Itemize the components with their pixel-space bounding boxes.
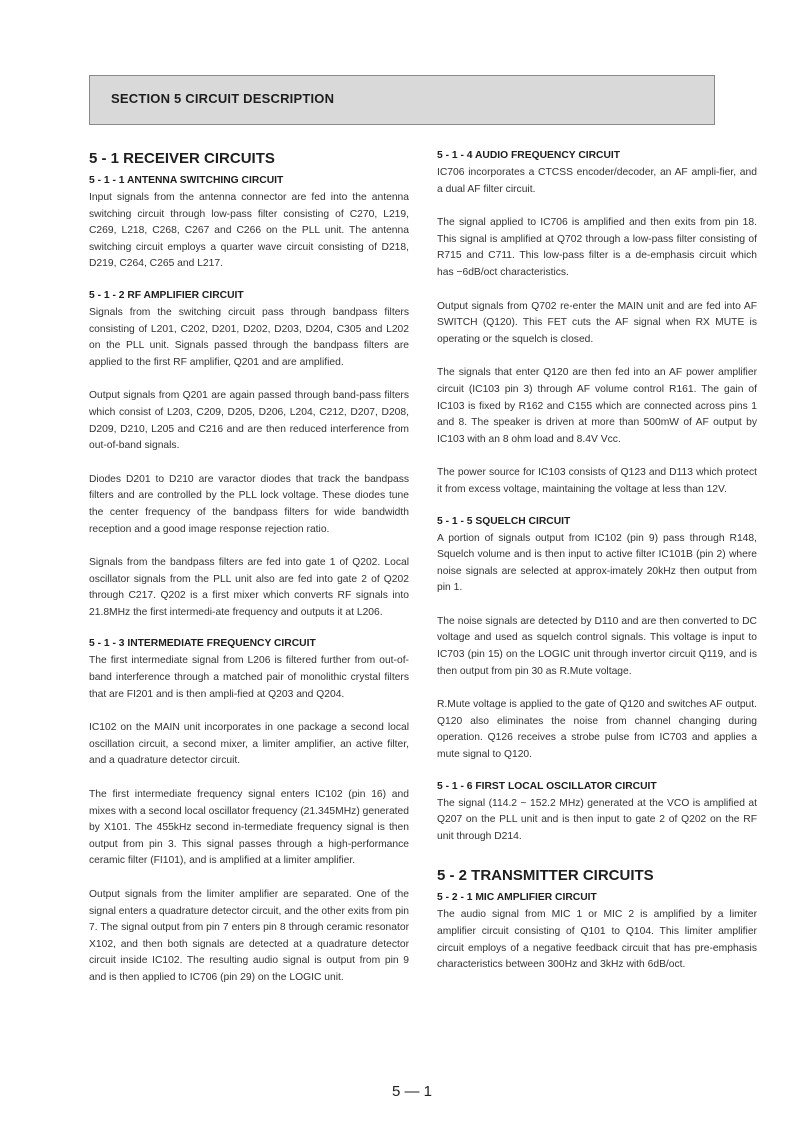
audio-frequency-text-1: IC706 incorporates a CTCSS encoder/decoder, an AF ampli-fier, and a dual AF filter circuit. [437,167,757,195]
audio-frequency-text-4: The signals that enter Q120 are then fed into an AF power amplifier circuit (IC103 pin 3) through AF volume control R161. The gain of IC103 is fixed by R162 and C155 which are connected across pins 1 and 8. The speaker is driven at more than 500mW of AF output by IC103 with an 8 ohm load and 8.4V Vcc. [437,367,757,445]
audio-frequency-text-3: Output signals from Q702 re-enter the MAIN unit and are fed into AF SWITCH (Q120). This FET cuts the AF signal when RX MUTE is operating or the squelch is closed. [437,300,757,345]
right-column [437,150,757,991]
local-oscillator-heading: 5 - 1 - 6 FIRST LOCAL OSCILLATOR CIRCUIT [437,780,657,792]
if-circuit-text-3: The first intermediate frequency signal enters IC102 (pin 16) and mixes with a second local oscillator frequency (21.345MHz) generated by X101. The 455kHz second in-termediate frequency signal is then output from pin 3. This signal passes through a high-performance ceramic filter (FI101), and is amplified at a limiter amplifier. [89,789,409,867]
rf-amplifier-text-3: Diodes D201 to D210 are varactor diodes that track the bandpass filters and are controlled by the PLL lock voltage. These diodes tune the center frequency of the bandpass filters for wide bandwidth reception and a good image response rejection ratio. [89,473,409,535]
rf-amplifier-text-4: Signals from the bandpass filters are fed into gate 1 of Q202. Local oscillator signals from the PLL unit also are fed into gate 2 of Q202 through C217. Q202 is a first mixer which converts RF signals into 21.8MHz the first intermedi-ate frequency and outputs it at L206. [89,557,409,618]
squelch-text-2: The noise signals are detected by D110 and are then converted to DC voltage and used as squelch control signals. This voltage is input to IC703 (pin 15) on the LOGIC unit through invertor circuit Q119, and is then output from pin 30 as R.Mute voltage. [437,615,757,677]
squelch-text-3: R.Mute voltage is applied to the gate of Q120 and switches AF output. Q120 also eliminates the noise from channel changing during operation. Q126 receives a strobe pulse from IC703 and applies a mute signal to Q120. [437,699,757,761]
audio-frequency-text-2: The signal applied to IC706 is amplified and then exits from pin 18. This signal is amplified at Q702 through a low-pass filter consisting of R715 and C711. This low-pass filter is a de-emphasis circuit which has −6dB/oct characteristics. [437,217,757,278]
antenna-switching-text: Input signals from the antenna connector are fed into the antenna switching circuit through low-pass filter consisting of C270, L219, C269, L218, C268, C267 and C266 on the PLL unit. The antenna switching circuit employs a quarter wave circuit consisting of D218, D219, C264, C265 and L217. [89,192,409,270]
if-circuit-text-4: Output signals from the limiter amplifier are separated. One of the signal enters a quadrature detector circuit, and the other exits from pin 7. The signal output from pin 7 enters pin 8 through ceramic resonator X102, and then both signals are detected at a quadrature detector circuit inside IC102. The resulting audio signal is output from pin 9 and is then applied to IC706 (pin 29) on the LOGIC unit. [89,889,409,983]
local-oscillator-text: The signal (114.2 ~ 152.2 MHz) generated at the VCO is amplified at Q207 on the PLL unit and is then input to gate 2 of Q202 on the RF unit through D214. [437,797,757,842]
rf-amplifier-text-2: Output signals from Q201 are again passed through band-pass filters which consist of L203, C209, D205, D206, L204, C212, D207, D208, D209, D210, L205 and C216 and are then reduced interference from out-of-band signals. [89,390,409,452]
if-circuit-heading: 5 - 1 - 3 INTERMEDIATE FREQUENCY CIRCUIT [89,638,316,650]
squelch-text-1: A portion of signals output from IC102 (pin 9) pass through R148, Squelch volume and is then input to active filter IC101B (pin 2) where noise signals are selected at approx-imately 20kHz then output from pin 1. [437,532,757,594]
mic-amplifier-text: The audio signal from MIC 1 or MIC 2 is amplified by a limiter amplifier circuit consisting of Q101 to Q104. This limiter amplifier circuit employs of a negative feedback circuit that has pre-emphasis characteristics between 300Hz and 3kHz with 6dB/oct. [437,909,757,971]
transmitter-circuits-heading: 5 - 2 TRANSMITTER CIRCUITS [437,867,654,885]
section-header-bar [89,75,715,125]
antenna-switching-heading: 5 - 1 - 1 ANTENNA SWITCHING CIRCUIT [89,175,284,186]
rf-amplifier-text-1: Signals from the switching circuit pass through bandpass filters consisting of L201, C202, D201, D202, D203, D204, C305 and L202 on the PLL unit. Signals passed through the bandpass filters are applied to the first RF amplifier, Q201 and are amplified. [89,306,409,368]
if-circuit-text-2: IC102 on the MAIN unit incorporates in one package a second local oscillation circuit, a second mixer, a limiter amplifier, an active filter, and a quadrature detector circuit. [89,722,409,767]
page-number: 5 — 1 [392,1083,433,1100]
mic-amplifier-heading: 5 - 2 - 1 MIC AMPLIFIER CIRCUIT [437,892,597,904]
squelch-heading: 5 - 1 - 5 SQUELCH CIRCUIT [437,515,571,527]
section-title: SECTION 5 CIRCUIT DESCRIPTION [111,91,335,106]
audio-frequency-heading: 5 - 1 - 4 AUDIO FREQUENCY CIRCUIT [437,150,621,161]
receiver-circuits-heading: 5 - 1 RECEIVER CIRCUITS [89,150,275,167]
audio-frequency-text-5: The power source for IC103 consists of Q123 and D113 which protect it from excess voltage, maintaining the voltage at less than 12V. [437,467,757,495]
left-column [89,150,409,1004]
if-circuit-text-1: The first intermediate signal from L206 is filtered further from out-of-band interference through a matched pair of monolithic crystal filters that are FI201 and is then ampli-fied at Q203 and Q204. [89,655,409,700]
rf-amplifier-heading: 5 - 1 - 2 RF AMPLIFIER CIRCUIT [89,289,244,301]
